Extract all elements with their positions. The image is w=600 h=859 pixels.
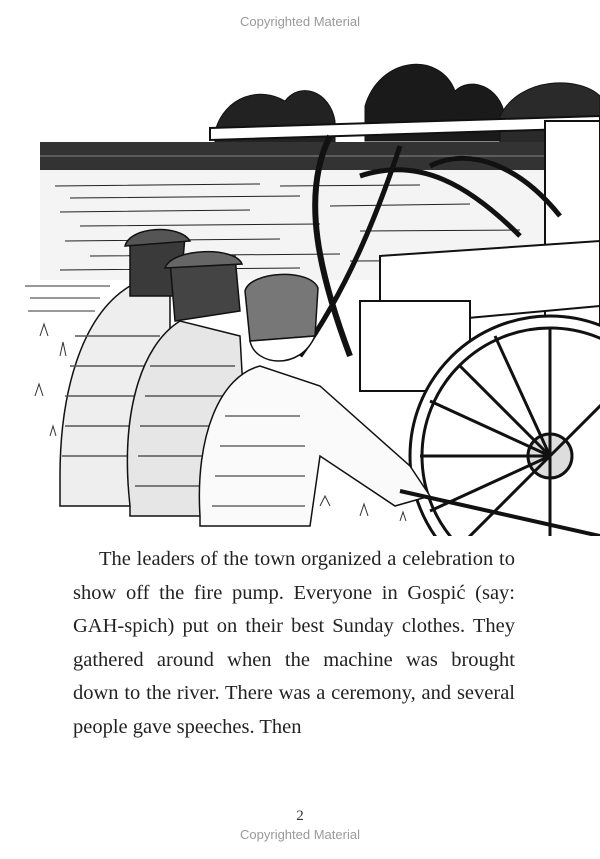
page-number: 2: [296, 808, 304, 824]
copyright-watermark-top: Copyrighted Material: [240, 14, 360, 29]
body-text: [73, 543, 515, 745]
illustration: [0, 36, 600, 536]
body-paragraph: The leaders of the town organized a celebration to show off the fire pump. Everyone in Gospić (say: GAH-spich) put on their best Sunday clothes. They gathered around when the machine was brought down to the river. There was a ceremony, and several people gave speeches. Then: [73, 548, 515, 738]
copyright-watermark-bottom: Copyrighted Material: [240, 827, 360, 842]
illustration-drawing: [0, 36, 600, 536]
